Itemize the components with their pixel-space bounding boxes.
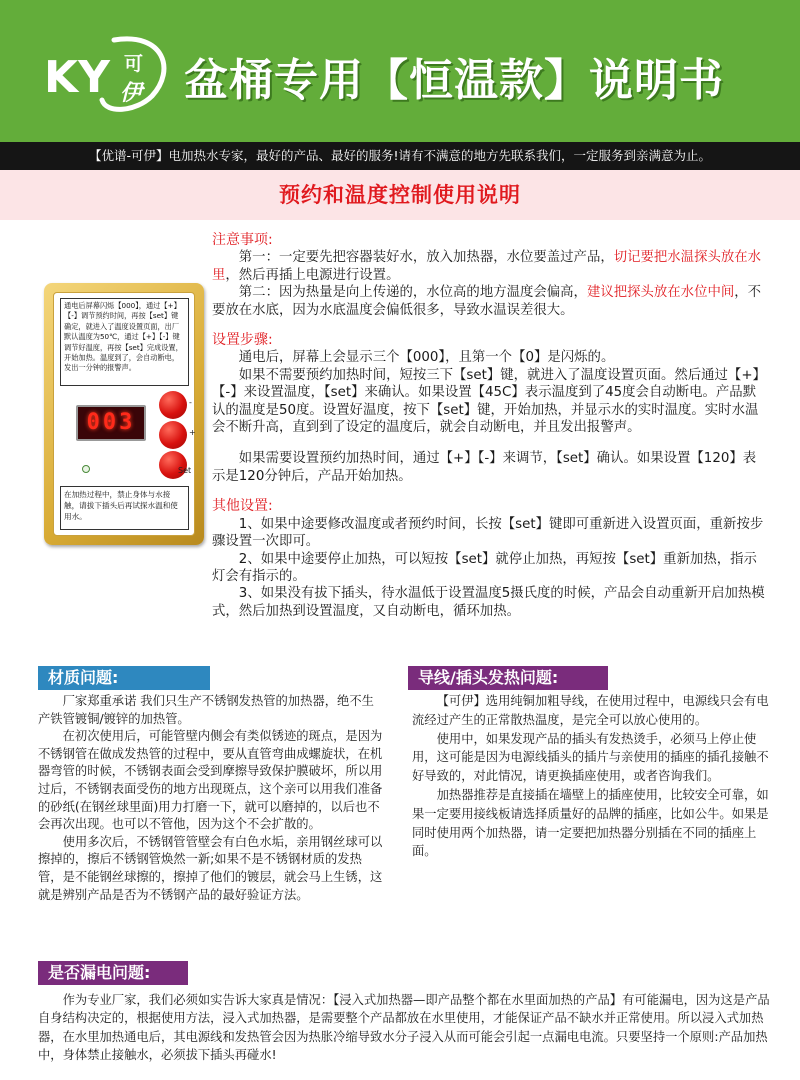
- page-title: 盆桶专用【恒温款】说明书: [184, 55, 724, 106]
- controller-face: [53, 292, 195, 536]
- slogan-band: 【优谱-可伊】电加热水专家，最好的产品、最好的服务!请有不满意的地方先联系我们，一定服务到亲满意为止。: [0, 142, 800, 170]
- controller-illustration: [44, 283, 204, 545]
- step-3: 如果需要设置预约加热时间，通过【+】【-】来调节，【set】确认。如果设置【120】表示是120分钟后，产品开始加热。: [212, 451, 757, 484]
- other-1: 1、如果中途要修改温度或者预约时间，长按【set】键即可重新进入设置页面，重新按步骤设置一次即可。: [212, 516, 764, 550]
- section-subtitle: 预约和温度控制使用说明: [279, 183, 521, 207]
- steps-heading: 设置步骤:: [212, 332, 273, 349]
- wire-p1: 【可伊】选用纯铜加粗导线，在使用过程中，电源线只会有电流经过产生的正常散热温度，是完全可以放心使用的。: [412, 694, 769, 727]
- indicator-light-icon: [82, 465, 90, 473]
- other-3: 3、如果没有拔下插头，待水温低于设置温度5摄氏度的时候，产品会自动重新开启加热模式，然后加热到设置温度，又自动断电，循环加热。: [212, 586, 765, 619]
- attention-2-highlight: 建议把探头放在水位中间: [586, 285, 735, 301]
- header-banner: [0, 0, 800, 142]
- material-p3: 使用多次后，不锈钢管管壁会有白色水垢，亲用钢丝球可以擦掉的，擦后不锈钢管焕然一新;如果不是不锈钢材质的发热管，是不能钢丝球擦的，擦掉了他们的镀层，就会马上生锈，这就是辨别产品是否为不锈钢产品的最好验证方法。: [38, 834, 383, 902]
- set-label: Set: [178, 466, 192, 475]
- usage-instructions: [212, 232, 768, 620]
- leakage-text: 作为专业厂家，我们必须如实告诉大家真是情况：【浸入式加热器—即产品整个都在水里面加热的产品】有可能漏电，因为这是产品自身结构决定的，根据使用方法，浸入式加热器，是需要整个产品都放在水里使用，才能保证产品不缺水并正常使用。所以浸入式加热器，在水里加热通电后，其电源线和发热管会因为热胀冷缩导致水分子浸入从而可能会引起一点漏电电流。只要坚持一个原则:产品加热中，身体禁止接触水，必须拔下插头再碰水!: [38, 993, 770, 1063]
- leakage-heading: 是否漏电问题:: [38, 961, 188, 985]
- controller-warning-label: 在加热过程中，禁止身体与水接触，请拔下插头后再试探水温和使用水。: [60, 486, 189, 530]
- step-1: 通电后，屏幕上会显示三个【000】，且第一个【0】是闪烁的。: [238, 350, 615, 366]
- minus-button-icon: [159, 391, 187, 419]
- wire-p2: 使用中，如果发现产品的插头有发热烫手，必须马上停止使用，这可能是因为电源线插头的插片与亲使用的插座的插孔接触不好导致的，对此情况，请更换插座使用，或者咨询我们。: [412, 731, 769, 784]
- other-2: 2、如果中途要停止加热，可以短按【set】就停止加热，再短按【set】重新加热，指示灯会有指示的。: [212, 551, 757, 584]
- attention-2-text: 第二：因为热量是向上传递的，水位高的地方温度会偏高，: [238, 285, 587, 301]
- step-2: 如果不需要预约加热时间，短按三下【set】键，就进入了温度设置页面。然后通过【+】【-】来设置温度，【set】来确认。如果设置【45C】表示温度到了45度会自动断电。产品默认的温度是50度。设置好温度，按下【set】键，开始加热，并显示水的实时温度。实时水温会不断升高，直到到了设定的温度后，就会自动断电，并且发出报警声。: [212, 367, 766, 436]
- plus-button-icon: [159, 421, 187, 449]
- wire-heading: 导线/插头发热问题:: [408, 666, 608, 690]
- plus-label: +: [189, 428, 196, 437]
- logo-char-2: 伊: [120, 80, 143, 106]
- logo-letters: KY: [44, 52, 110, 103]
- attention-2-tail: ，不要放在水底，因为水底温度会偏低很多，导致水温误差很大。: [212, 285, 762, 318]
- wire-section: [412, 692, 772, 861]
- led-display: 003: [76, 405, 146, 441]
- material-section: [38, 693, 386, 904]
- attention-item-2: [212, 284, 768, 319]
- wire-p3: 加热器推荐是直接插在墙壁上的插座使用，比较安全可靠，如果一定要用接线板请选择质量好的品牌的插座，比如公牛。如果是同时使用两个加热器，请一定要把加热器分别插在不同的插座上面。: [412, 787, 769, 859]
- material-heading: 材质问题:: [38, 666, 210, 690]
- attention-1-highlight: 切记要把水温探头放在水里: [212, 250, 762, 283]
- other-heading: 其他设置:: [212, 498, 273, 515]
- attention-1-text: 第一：一定要先把容器装好水，放入加热器，水位要盖过产品，: [238, 250, 614, 266]
- material-p2: 在初次使用后，可能管壁内侧会有类似锈迹的斑点，是因为不锈钢管在做成发热管的过程中，要从直管弯曲成螺旋状，在机器弯管的时候，不锈钢表面会受到摩擦导致保护膜破坏，所以用过后，不锈钢表面受伤的地方出现斑点，这个亲可以用我们准备的砂纸(在钢丝球里面)用力打磨一下，就可以磨掉的，以后也不会再次出现。也可以不管他，因为这个不会扩散的。: [38, 729, 383, 832]
- brand-logo: [44, 30, 172, 116]
- subtitle-band: [0, 170, 800, 220]
- logo-char-1: 可: [124, 53, 144, 75]
- minus-label: -: [189, 398, 192, 407]
- attention-item-1: [212, 249, 768, 284]
- attention-heading: 注意事项:: [212, 232, 273, 248]
- material-p1: 厂家郑重承诺 我们只生产不锈钢发热管的加热器，绝不生产铁管镀铜/镀锌的加热管。: [38, 694, 374, 726]
- attention-1-tail: ，然后再插上电源进行设置。: [225, 267, 400, 283]
- controller-instruction-label: 通电后屏幕闪烁【000】，通过【+】【-】调节预约时间，再按【set】键确定，就进入了温度设置页面，出厂默认温度为50℃，通过【+】【-】键调节好温度，再按【set】完成设置，开始加热。温度到了，会自动断电，发出一分钟的报警声。: [60, 298, 189, 386]
